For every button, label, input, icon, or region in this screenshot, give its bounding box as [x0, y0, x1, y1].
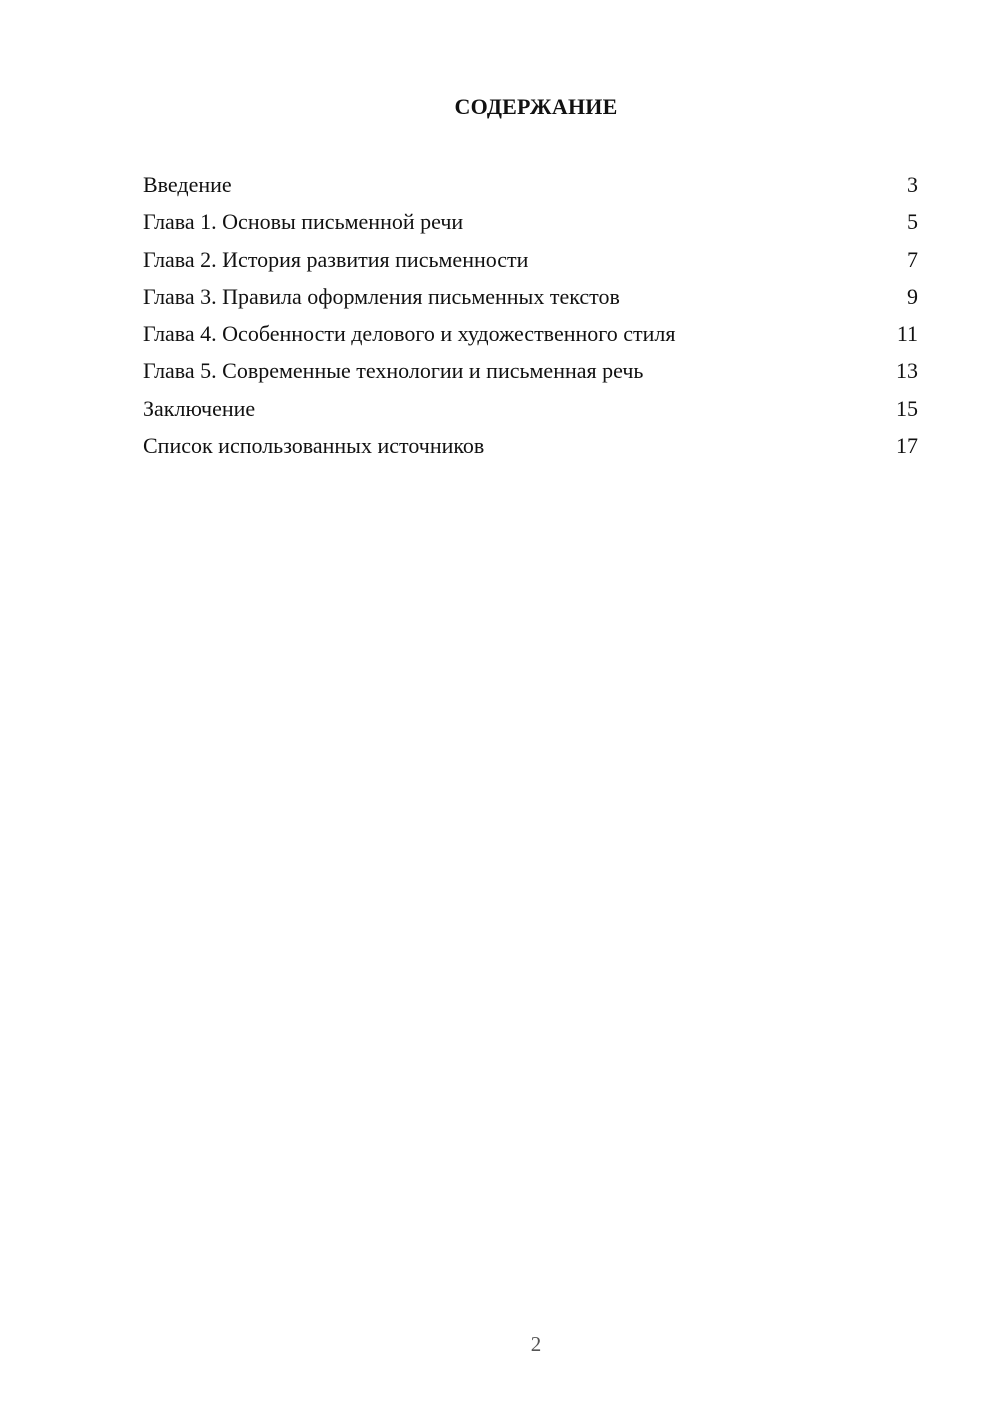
toc-entry-label: Глава 5. Современные технологии и письменная речь — [143, 358, 644, 384]
toc-entry-page: 9 — [907, 283, 918, 309]
toc-entry-label: Заключение — [143, 395, 256, 421]
toc-row-conclusion — [143, 393, 918, 430]
toc-row-references — [143, 430, 918, 467]
toc-entry-page: 17 — [896, 433, 918, 459]
toc-row-introduction — [143, 169, 918, 206]
toc-entry-label: Глава 3. Правила оформления письменных текстов — [143, 283, 620, 309]
toc-row-chapter-2 — [143, 244, 918, 281]
toc-row-chapter-5 — [143, 355, 918, 392]
toc-entry-page: 7 — [907, 246, 918, 272]
toc-entry-label: Глава 2. История развития письменности — [143, 246, 529, 272]
toc-row-chapter-1 — [143, 206, 918, 243]
toc-entry-page: 3 — [907, 172, 918, 197]
toc-entry-page: 11 — [896, 321, 918, 347]
toc-entry-label: Глава 1. Основы письменной речи — [143, 209, 464, 235]
toc-entry-label: Введение — [143, 172, 232, 197]
page-title: СОДЕРЖАНИЕ — [454, 94, 618, 119]
toc-entry-label: Список использованных источников — [143, 433, 485, 459]
toc-row-chapter-4 — [143, 318, 918, 355]
table-of-contents — [143, 169, 918, 467]
toc-entry-label: Глава 4. Особенности делового и художественного стиля — [143, 321, 676, 347]
toc-entry-page: 5 — [907, 209, 918, 235]
toc-entry-page: 13 — [896, 358, 918, 384]
page-number: 2 — [530, 1332, 542, 1356]
toc-row-chapter-3 — [143, 281, 918, 318]
toc-entry-page: 15 — [896, 395, 918, 421]
